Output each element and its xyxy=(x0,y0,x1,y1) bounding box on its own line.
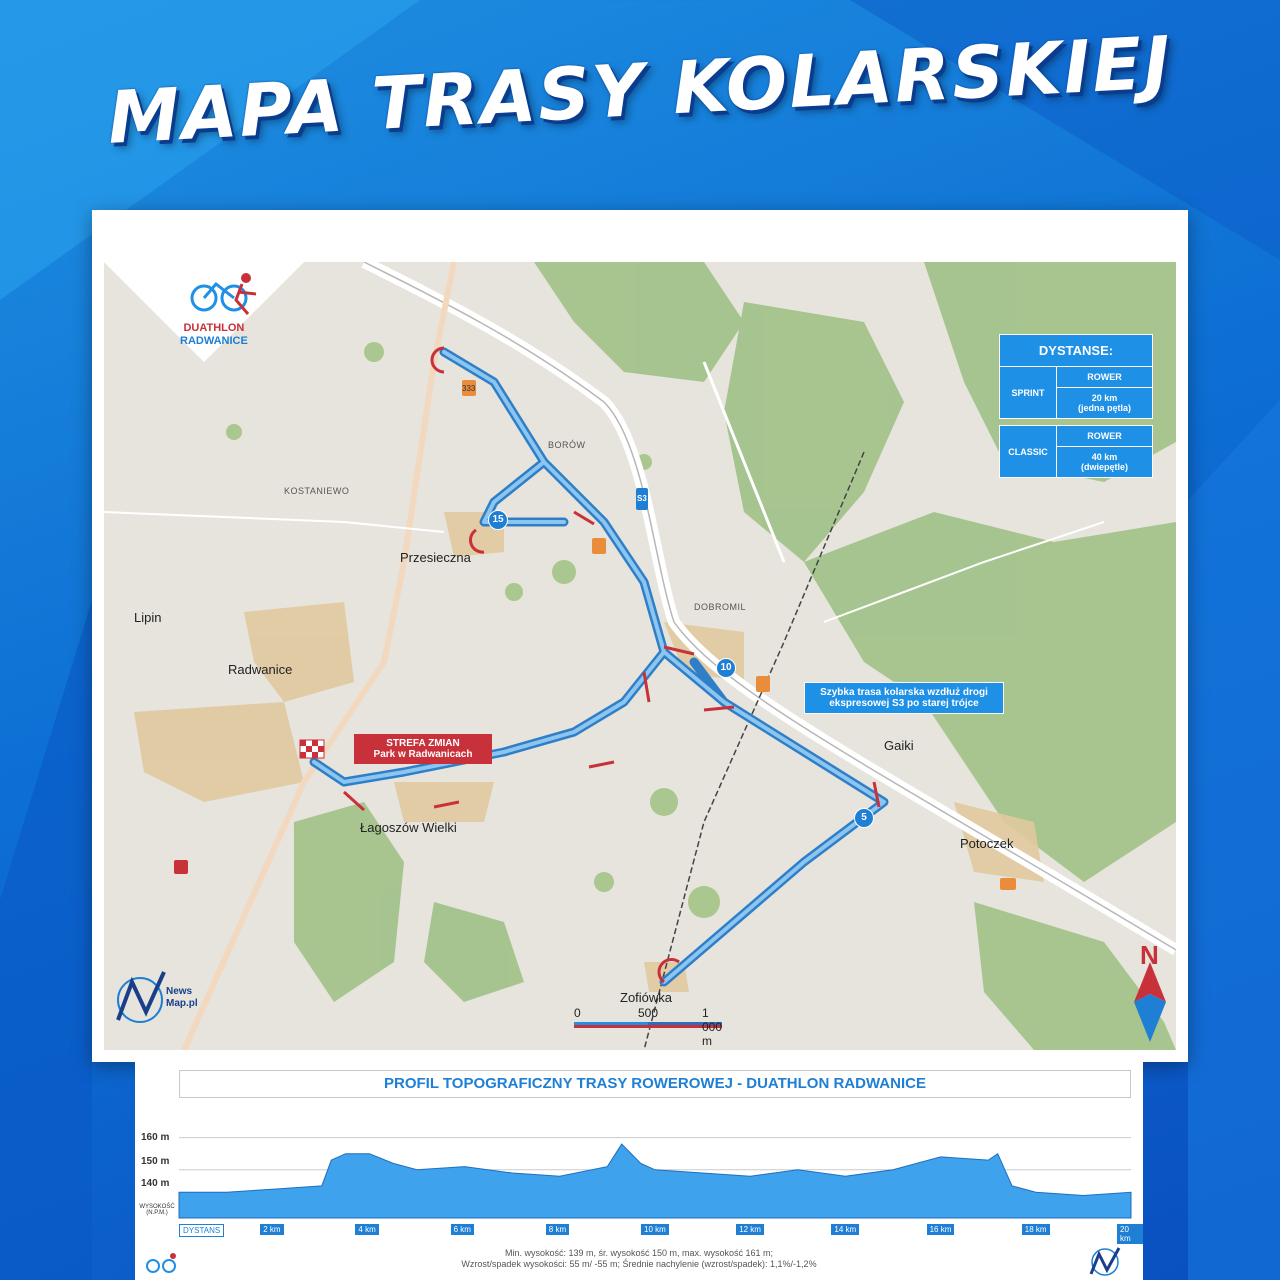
checkered-flag xyxy=(300,740,324,758)
x-tick-label: 16 km xyxy=(927,1224,955,1235)
newsmap-logo-text xyxy=(166,986,198,1010)
newsmap-logo-icon xyxy=(112,968,172,1026)
distance-name: SPRINT xyxy=(1000,367,1057,418)
page-title: MAPA TRASY KOLARSKIEJ xyxy=(105,20,1175,160)
km-marker-10: 10 xyxy=(716,658,736,678)
scale-bar xyxy=(574,1006,724,1048)
newsmap-small-logo-icon xyxy=(1087,1246,1127,1278)
profile-title: PROFIL TOPOGRAFICZNY TRASY ROWEROWEJ - DUATHLON RADWANICE xyxy=(179,1070,1131,1098)
y-label-160: 160 m xyxy=(141,1132,170,1143)
logo-text xyxy=(180,322,248,348)
logo-line2: RADWANICE xyxy=(180,335,248,347)
place-dobromil: DOBROMIL xyxy=(694,602,747,612)
distance-discipline: ROWER xyxy=(1057,367,1152,388)
logo-line1: DUATHLON xyxy=(183,322,245,334)
distance-name: CLASSIC xyxy=(1000,426,1057,477)
place-zofiowka: Zofiówka xyxy=(620,990,673,1005)
profile-chart xyxy=(135,1062,1143,1248)
x-tick-label: 14 km xyxy=(831,1224,859,1235)
strefa-line1: STREFA ZMIAN xyxy=(386,738,460,749)
km-marker-5: 5 xyxy=(854,808,874,828)
x-tick-label: 18 km xyxy=(1022,1224,1050,1235)
stats-line1: Min. wysokość: 139 m, śr. wysokość 150 m, max. wysokość 161 m; xyxy=(504,1248,774,1258)
route-map[interactable] xyxy=(104,262,1176,1050)
km-marker-15: 15 xyxy=(488,510,508,530)
distances-table xyxy=(999,334,1153,478)
scale-1000: 1 000 m xyxy=(702,1006,723,1048)
distance-value: 40 km (dwiepętle) xyxy=(1057,447,1152,477)
distance-value: 20 km (jedna pętla) xyxy=(1057,388,1152,418)
duathlon-small-logo-icon xyxy=(145,1252,179,1276)
elevation-area xyxy=(179,1144,1131,1218)
place-borow: BORÓW xyxy=(548,440,586,450)
x-tick-label: 4 km xyxy=(355,1224,378,1235)
place-gaiki: Gaiki xyxy=(884,738,914,753)
duathlon-logo-icon xyxy=(186,270,266,316)
y-label-140: 140 m xyxy=(141,1178,170,1189)
newsmap-line1: News xyxy=(166,986,193,997)
scale-500: 500 xyxy=(638,1006,659,1020)
x-tick-label: 6 km xyxy=(451,1224,474,1235)
elevation-profile xyxy=(135,1062,1143,1280)
distance-row-sprint xyxy=(999,367,1153,419)
x-tick-label: 12 km xyxy=(736,1224,764,1235)
road-s3-label: S3 xyxy=(637,494,647,503)
callout-line1: Szybka trasa kolarska wzdłuż drogi xyxy=(820,687,988,698)
map-card xyxy=(92,210,1188,1062)
x-tick-label: 8 km xyxy=(546,1224,569,1235)
place-lagoszow: Łagoszów Wielki xyxy=(360,820,457,835)
north-letter: N xyxy=(1140,940,1159,970)
scale-0: 0 xyxy=(574,1006,581,1020)
distance-row-classic xyxy=(999,425,1153,478)
x-tick-label: 10 km xyxy=(641,1224,669,1235)
newsmap-line2: Map.pl xyxy=(166,998,198,1009)
place-radwanice: Radwanice xyxy=(228,662,293,677)
place-kostaniewo: KOSTANIEWO xyxy=(284,486,350,496)
distance-discipline: ROWER xyxy=(1057,426,1152,447)
x-axis-name: DYSTANS xyxy=(179,1224,224,1237)
road-333-label: 333 xyxy=(462,384,476,393)
distances-header: DYSTANSE: xyxy=(999,334,1153,367)
place-lipin: Lipin xyxy=(134,610,162,625)
transition-zone-label xyxy=(354,734,492,764)
x-tick-label: 2 km xyxy=(260,1224,283,1235)
y-label-150: 150 m xyxy=(141,1156,170,1167)
y-axis-name: WYSOKOŚĆ (N.P.M.) xyxy=(139,1204,175,1216)
strefa-line2: Park w Radwanicach xyxy=(373,749,473,760)
place-potoczek: Potoczek xyxy=(960,836,1014,851)
profile-stats xyxy=(135,1248,1143,1270)
x-tick-label: 20 km xyxy=(1117,1224,1143,1244)
route-callout xyxy=(804,682,1004,714)
callout-line2: ekspresowej S3 po starej trójce xyxy=(829,698,979,709)
stats-line2: Wzrost/spadek wysokości: 55 m/ -55 m; Średnie nachylenie (wzrost/spadek): 1,1%/-1,2% xyxy=(461,1259,817,1269)
place-przesieczna: Przesieczna xyxy=(400,550,471,565)
